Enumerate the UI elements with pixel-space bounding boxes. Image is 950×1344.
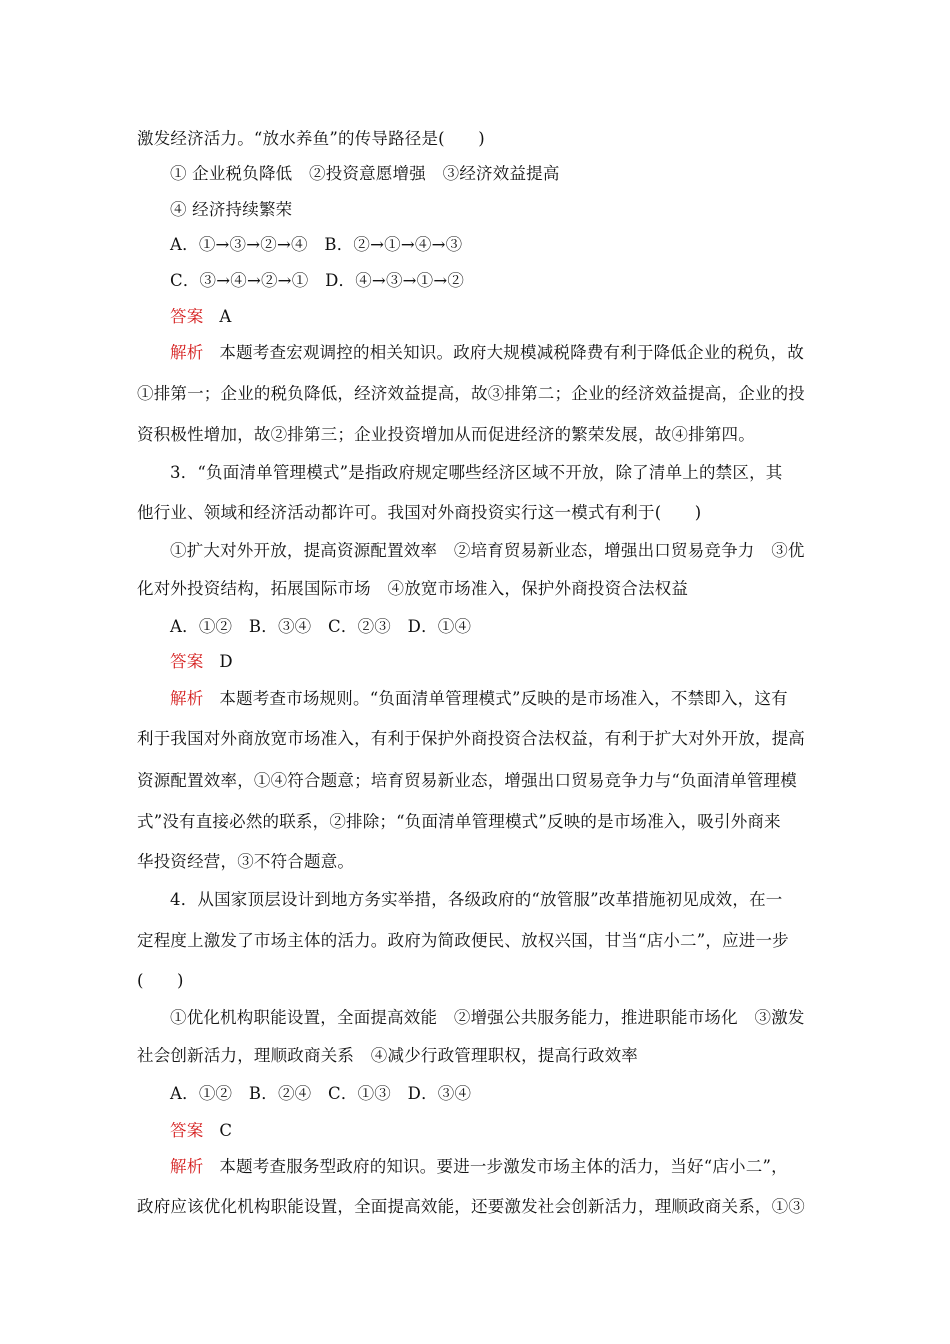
text-line: 华投资经营，③不符合题意。 [137,852,355,871]
answer-label: 答案 [170,652,204,671]
choice-line: C．③→④→②→① D．④→③→①→② [170,271,465,290]
analysis-text: 本题考查服务型政府的知识。要进一步激发市场主体的活力，当好“店小二”， [219,1157,788,1176]
analysis-label: 解析 [170,1157,204,1176]
text-line: 资积极性增加，故②排第三；企业投资增加从而促进经济的繁荣发展，故④排第四。 [137,425,755,444]
analysis-text: 本题考查市场规则。“负面清单管理模式”反映的是市场准入，不禁即入，这有 [219,689,788,708]
answer-label: 答案 [170,1121,204,1140]
analysis-text: 本题考查宏观调控的相关知识。政府大规模减税降费有利于降低企业的税负，故 [219,343,804,362]
choice-line: A．①→③→②→④ B．②→①→④→③ [170,235,463,254]
answer-label: 答案 [170,307,204,326]
analysis-line [170,342,950,364]
answer-value: A [219,307,232,326]
option-line: ①扩大对外开放，提高资源配置效率 ②培育贸易新业态，增强出口贸易竞争力 ③优 [170,541,805,560]
answer-value: C [219,1121,233,1140]
option-line: ① 企业税负降低 ②投资意愿增强 ③经济效益提高 [170,164,560,183]
text-line: 定程度上激发了市场主体的活力。政府为简政便民、放权兴国，甘当“店小二”，应进一步 [137,931,789,950]
text-line: ①排第一；企业的税负降低，经济效益提高，故③排第二；企业的经济效益提高，企业的投 [137,384,805,403]
question-line: 4．从国家顶层设计到地方务实举措，各级政府的“放管服”改革措施初见成效，在一 [170,890,783,909]
option-line: ①优化机构职能设置，全面提高效能 ②增强公共服务能力，推进职能市场化 ③激发 [170,1008,805,1027]
choice-line: A．①② B．②④ C．①③ D．③④ [170,1084,472,1103]
analysis-label: 解析 [170,343,204,362]
text-line: 激发经济活力。“放水养鱼”的传导路径是( ) [137,129,485,148]
question-line: 3．“负面清单管理模式”是指政府规定哪些经济区域不开放，除了清单上的禁区，其 [170,463,783,482]
option-line: 社会创新活力，理顺政商关系 ④减少行政管理职权，提高行政效率 [137,1046,638,1065]
text-line: 式”没有直接必然的联系，②排除；“负面清单管理模式”反映的是市场准入，吸引外商来 [137,812,781,831]
answer-line [170,306,950,328]
analysis-line [170,1156,950,1178]
answer-line [170,1120,950,1142]
choice-line: A．①② B．③④ C．②③ D．①④ [170,617,472,636]
text-line: 他行业、领域和经济活动都许可。我国对外商投资实行这一模式有利于( ) [137,503,702,522]
text-line: ( ) [137,971,184,990]
option-line: 化对外投资结构，拓展国际市场 ④放宽市场准入，保护外商投资合法权益 [137,579,689,598]
text-line: 资源配置效率，①④符合题意；培育贸易新业态，增强出口贸易竞争力与“负面清单管理模 [137,771,797,790]
text-line: 利于我国对外商放宽市场准入，有利于保护外商投资合法权益，有利于扩大对外开放，提高 [137,729,805,748]
answer-value: D [219,652,233,671]
text-line: 政府应该优化机构职能设置，全面提高效能，还要激发社会创新活力，理顺政商关系，①③ [137,1197,805,1216]
answer-line [170,651,950,673]
analysis-line [170,688,950,710]
option-line: ④ 经济持续繁荣 [170,200,293,219]
analysis-label: 解析 [170,689,204,708]
